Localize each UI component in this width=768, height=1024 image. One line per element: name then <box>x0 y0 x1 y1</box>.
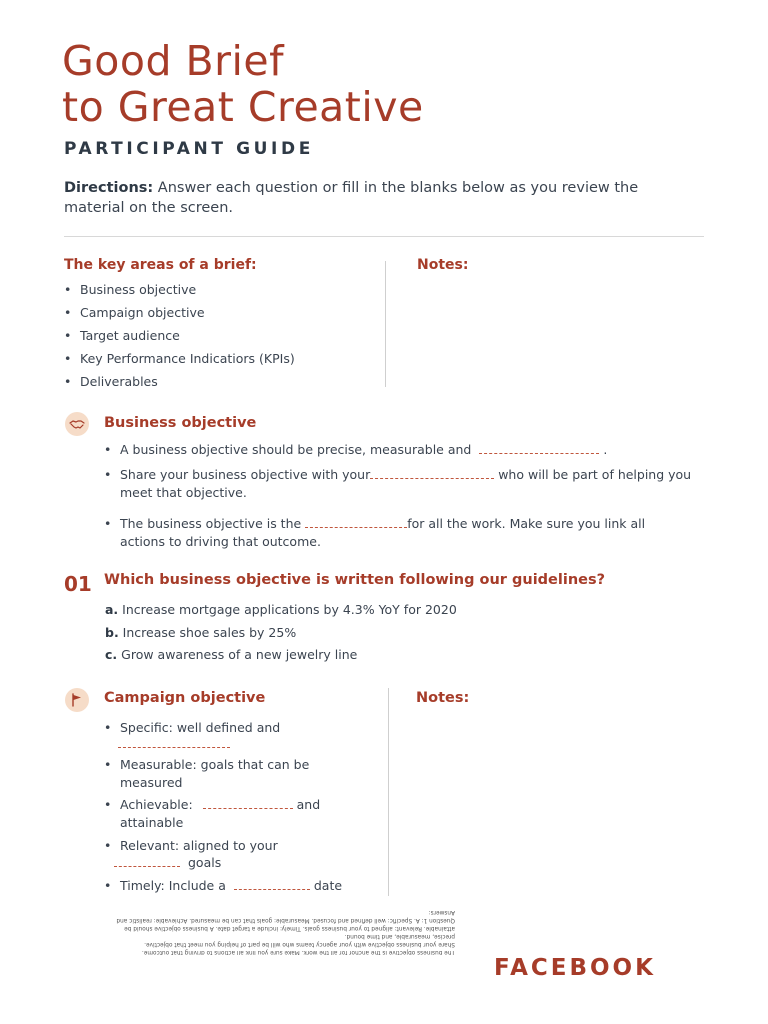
facebook-logo: FACEBOOK <box>494 955 656 981</box>
relevant-goals-line <box>114 855 221 870</box>
key-areas-list <box>64 282 295 389</box>
bullet-text: Measurable: goals that can be measured <box>120 757 310 790</box>
fill-blank-5[interactable] <box>203 797 293 809</box>
bullet-text: date <box>313 878 343 893</box>
question-number: 01 <box>64 572 92 596</box>
option-text: Increase shoe sales by 25% <box>118 625 297 640</box>
option-text: Grow awareness of a new jewelry line <box>117 647 358 662</box>
fill-blank-2[interactable] <box>370 467 494 479</box>
list-item: • Deliverables <box>64 374 295 389</box>
option-text: Increase mortgage applications by 4.3% YoY for 2020 <box>118 602 457 617</box>
answer-key <box>55 908 455 956</box>
answer-option-c[interactable] <box>105 647 357 662</box>
bullet-text: A business objective should be precise, measurable and <box>120 442 472 457</box>
answer-option-a[interactable] <box>105 602 457 617</box>
divider <box>64 236 704 237</box>
notes-heading-1: Notes: <box>417 257 469 273</box>
notes-heading-2: Notes: <box>416 690 470 706</box>
fill-blank-1[interactable] <box>479 442 599 454</box>
business-objective-bullet-3 <box>104 515 694 551</box>
page-title <box>62 38 424 130</box>
answer-line: precise, measurable, and time bound. <box>344 933 455 939</box>
campaign-bullet-relevant <box>104 837 334 855</box>
bullet-text: Achievable: <box>120 797 193 812</box>
campaign-bullet-timely <box>104 877 384 895</box>
fill-blank-6[interactable] <box>114 855 180 867</box>
option-letter: c. <box>105 647 118 662</box>
campaign-objective-heading: Campaign objective <box>104 690 266 706</box>
fill-blank-3[interactable] <box>305 516 407 528</box>
title-line-1: Good Brief <box>62 37 285 85</box>
question-text: Which business objective is written following our guidelines? <box>104 572 606 588</box>
directions <box>64 178 684 218</box>
page-subtitle: PARTICIPANT GUIDE <box>64 139 314 159</box>
answer-line: attainable. Relevant: aligned to your business goals. Timely: include a target date. A business objective should be <box>124 925 455 931</box>
bullet-text: goals <box>188 855 222 870</box>
business-objective-bullet-2 <box>104 466 694 502</box>
bullet-text: and attainable <box>120 797 321 830</box>
bullet-text: . <box>603 442 608 457</box>
answer-line: Share your business objective with your agency teams who will be part of helping you meet that objective. <box>144 941 455 947</box>
bullet-text: Timely: Include a <box>120 878 226 893</box>
fill-blank-7[interactable] <box>234 878 310 890</box>
bullet-text: Specific: well defined and <box>120 720 281 735</box>
list-item: • Key Performance Indicatiors (KPIs) <box>64 351 295 366</box>
handshake-icon <box>65 412 89 436</box>
bullet-text: for all the work. Make sure you link all actions to driving that outcome. <box>120 516 646 549</box>
list-item: • Business objective <box>64 282 295 297</box>
list-item: • Campaign objective <box>64 305 295 320</box>
answer-label: Answers: <box>428 909 455 915</box>
campaign-bullet-specific <box>104 719 334 737</box>
bullet-text: Relevant: aligned to your <box>120 838 278 853</box>
option-letter: a. <box>105 602 119 617</box>
directions-text: Answer each question or fill in the blanks below as you review the material on the screen. <box>64 180 639 216</box>
campaign-bullet-achievable <box>104 796 374 832</box>
bullet-text: The business objective is the <box>120 516 302 531</box>
notes-divider-2 <box>388 688 389 896</box>
fill-blank-4[interactable] <box>118 736 230 748</box>
answer-line: Question 1: A. Specific: well defined and focused. Measurable: goals that can be measured. Achievable: realistic and <box>116 917 455 923</box>
option-letter: b. <box>105 625 119 640</box>
key-areas-heading: The key areas of a brief: <box>64 257 257 273</box>
bullet-text: Share your business objective with your <box>120 467 371 482</box>
directions-label: Directions: <box>64 180 154 196</box>
list-item: • Target audience <box>64 328 295 343</box>
campaign-bullet-measurable <box>104 756 364 792</box>
notes-divider-1 <box>385 261 386 387</box>
answer-line: The business objective is the anchor for all the work. Make sure you link all actions to driving that outcome. <box>141 949 455 955</box>
business-objective-heading: Business objective <box>104 415 257 431</box>
flag-icon <box>65 688 89 712</box>
business-objective-bullet-1 <box>104 441 694 459</box>
title-line-2: to Great Creative <box>62 83 424 131</box>
answer-option-b[interactable] <box>105 625 296 640</box>
bullet-text: who will be part of helping you meet that objective. <box>120 467 692 500</box>
